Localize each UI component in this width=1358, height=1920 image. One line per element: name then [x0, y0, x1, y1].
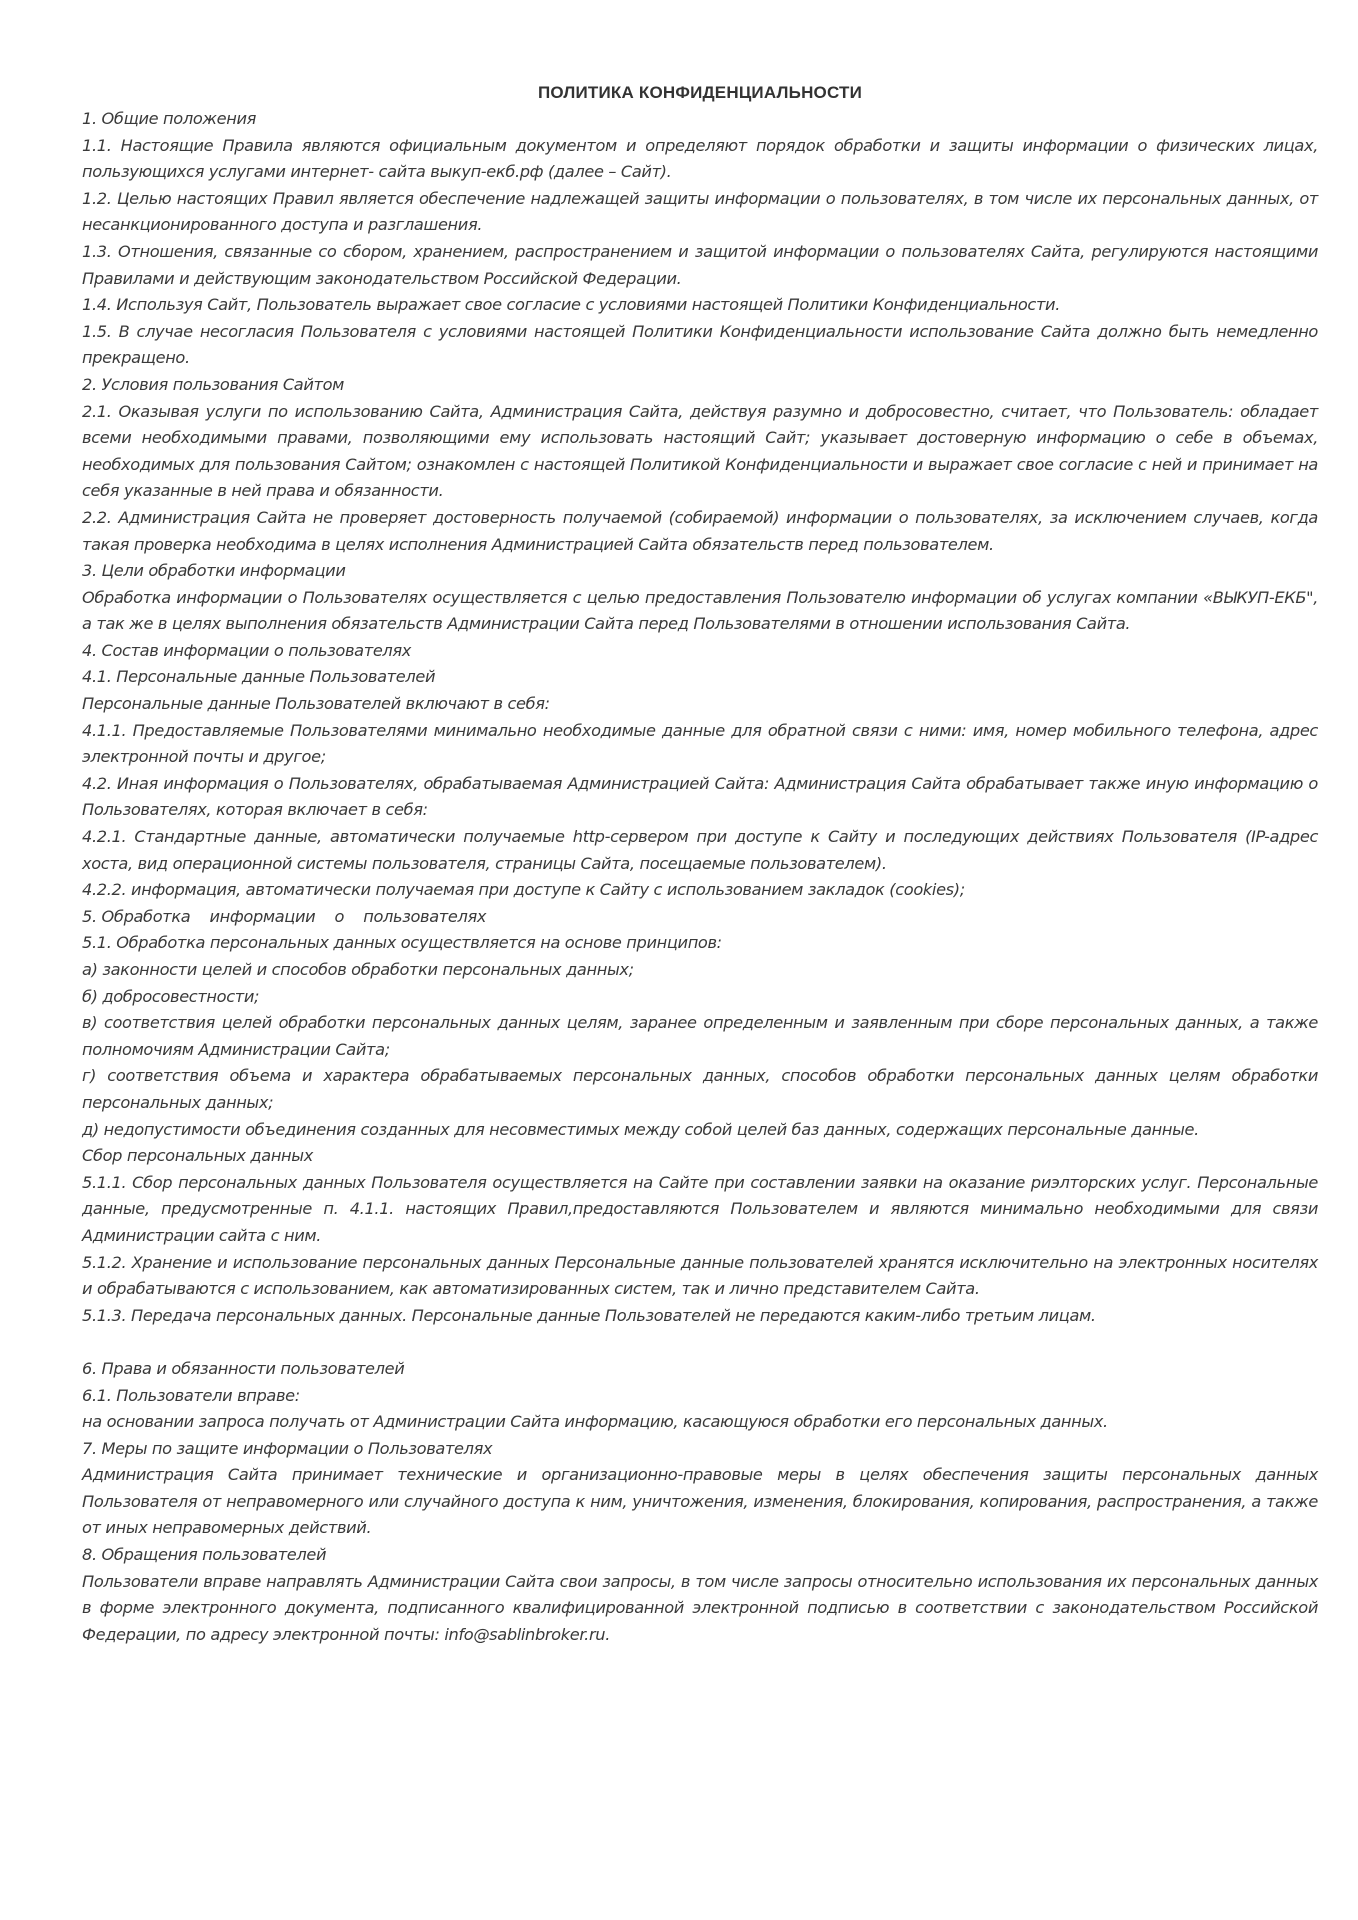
- clause-4-2-1: 4.2.1. Стандартные данные, автоматически получаемые http-сервером при доступе к Сайту и последующих действиях Пользователя (IP-адрес хоста, вид операционной системы пользователя, страницы Сайта, посещаемые пользователем).: [82, 827, 1318, 873]
- section-heading-processing: 5. Обработка информации о пользователях: [82, 906, 487, 926]
- clause-4-1: 4.1. Персональные данные Пользователей: [82, 667, 436, 687]
- clause-1-3: 1.3. Отношения, связанные со сбором, хранением, распространением и защитой информации о пользователях Сайта, регулируются настоящими Правилами и действующим законодательством Российской Федерации.: [82, 241, 1318, 288]
- section-heading-protection: 7. Меры по защите информации о Пользователях: [82, 1438, 493, 1458]
- principle-d: д) недопустимости объединения созданных для несовместимых между собой целей баз данных, содержащих персональные данные.: [82, 1119, 1199, 1139]
- section-heading-user-info: 4. Состав информации о пользователях: [82, 640, 412, 660]
- principle-v: в) соответствия целей обработки персональных данных целям, заранее определенным и заявленным при сборе персональных данных, а также полномочиям Администрации Сайта;: [82, 1013, 1318, 1059]
- personal-data-intro: Персональные данные Пользователей включают в себя:: [82, 694, 550, 714]
- clause-5-1-1: 5.1.1. Сбор персональных данных Пользователя осуществляется на Сайте при составлении заявки на оказание риэлторских услуг. Персональные данные, предусмотренные п. 4.1.1. настоящих Правил,предоставляются Пользователем и являются минимально необходимыми для связи Администрации сайта с ним.: [82, 1172, 1318, 1245]
- clause-4-1-1: 4.1.1. Предоставляемые Пользователями минимально необходимые данные для обратной связи с ними: имя, номер мобильного телефона, адрес электронной почты и другое;: [82, 720, 1318, 767]
- clause-2-1: 2.1. Оказывая услуги по использованию Сайта, Администрация Сайта, действуя разумно и добросовестно, считает, что Пользователь: обладает всеми необходимыми правами, позволяющими ему использовать настоящий Сайт; указывает достоверную информацию о себе в объемах, необходимых для пользования Сайтом; ознакомлен с настоящей Политикой Конфиденциальности и выражает свое согласие с ней и принимает на себя указанные в ней права и обязанности.: [82, 401, 1318, 501]
- section-heading-processing-goals: 3. Цели обработки информации: [82, 561, 346, 581]
- clause-1-2: 1.2. Целью настоящих Правил является обеспечение надлежащей защиты информации о пользователях, в том числе их персональных данных, от несанкционированного доступа и разглашения.: [82, 188, 1318, 235]
- principle-b: б) добросовестности;: [82, 986, 260, 1006]
- clause-1-5: 1.5. В случае несогласия Пользователя с условиями настоящей Политики Конфиденциальности использование Сайта должно быть немедленно прекращено.: [82, 321, 1318, 368]
- clause-6-1: 6.1. Пользователи вправе:: [82, 1385, 300, 1405]
- clause-5-1: 5.1. Обработка персональных данных осуществляется на основе принципов:: [82, 933, 722, 953]
- clause-5-1-3: 5.1.3. Передача персональных данных. Персональные данные Пользователей не передаются каким-либо третьим лицам.: [82, 1305, 1096, 1325]
- clause-5-1-2: 5.1.2. Хранение и использование персональных данных Персональные данные пользователей хранятся исключительно на электронных носителях и обрабатываются с использованием, как автоматизированных систем, так и лично представителем Сайта.: [82, 1252, 1318, 1299]
- subheading-data-collection: Сбор персональных данных: [82, 1146, 313, 1166]
- principle-a: а) законности целей и способов обработки персональных данных;: [82, 960, 634, 979]
- principle-g: г) соответствия объема и характера обрабатываемых персональных данных, способов обработки персональных данных целям обработки персональных данных;: [82, 1066, 1318, 1112]
- protection-text: Администрация Сайта принимает технические и организационно-правовые меры в целях обеспечения защиты персональных данных Пользователя от неправомерного или случайного доступа к ним, уничтожения, изменения, блокирования, копирования, распространения, а также от иных неправомерных действий.: [82, 1465, 1318, 1538]
- section-heading-requests: 8. Обращения пользователей: [82, 1545, 327, 1565]
- section-heading-terms-of-use: 2. Условия пользования Сайтом: [82, 374, 345, 394]
- requests-text: Пользователи вправе направлять Администрации Сайта свои запросы, в том числе запросы относительно использования их персональных данных в форме электронного документа, подписанного квалифицированной электронной подписью в соответствии с законодательством Российской Федерации, по адресу электронной почты: info@sablinbroker.ru.: [82, 1571, 1318, 1644]
- rights-text: на основании запроса получать от Администрации Сайта информацию, касающуюся обработки его персональных данных.: [82, 1412, 1108, 1432]
- blank-line: [82, 1329, 1318, 1356]
- processing-goals-text: Обработка информации о Пользователях осуществляется с целью предоставления Пользователю информации об услугах компании «ВЫКУП-ЕКБ", а так же в целях выполнения обязательств Администрации Сайта перед Пользователями в отношении использования Сайта.: [82, 587, 1318, 634]
- clause-1-4: 1.4. Используя Сайт, Пользователь выражает свое согласие с условиями настоящей Политики Конфиденциальности.: [82, 295, 1060, 315]
- section-heading-general: 1. Общие положения: [82, 109, 257, 128]
- clause-4-2-2: 4.2.2. информация, автоматически получаемая при доступе к Сайту с использованием закладок (cookies);: [82, 880, 965, 900]
- privacy-policy-document: [82, 80, 1318, 1648]
- clause-4-2: 4.2. Иная информация о Пользователях, обрабатываемая Администрацией Сайта: Администрация Сайта обрабатывает также иную информацию о Пользователях, которая включает в себя:: [82, 773, 1318, 820]
- clause-2-2: 2.2. Администрация Сайта не проверяет достоверность получаемой (собираемой) информации о пользователях, за исключением случаев, когда такая проверка необходима в целях исполнения Администрацией Сайта обязательств перед пользователем.: [82, 507, 1318, 554]
- section-heading-rights: 6. Права и обязанности пользователей: [82, 1358, 405, 1378]
- document-body: [82, 106, 1318, 1648]
- document-title: ПОЛИТИКА КОНФИДЕНЦИАЛЬНОСТИ: [537, 83, 863, 102]
- clause-1-1: 1.1. Настоящие Правила являются официальным документом и определяют порядок обработки и защиты информации о физических лицах, пользующихся услугами интернет- сайта выкуп-екб.рф (далее – Сайт).: [82, 135, 1318, 182]
